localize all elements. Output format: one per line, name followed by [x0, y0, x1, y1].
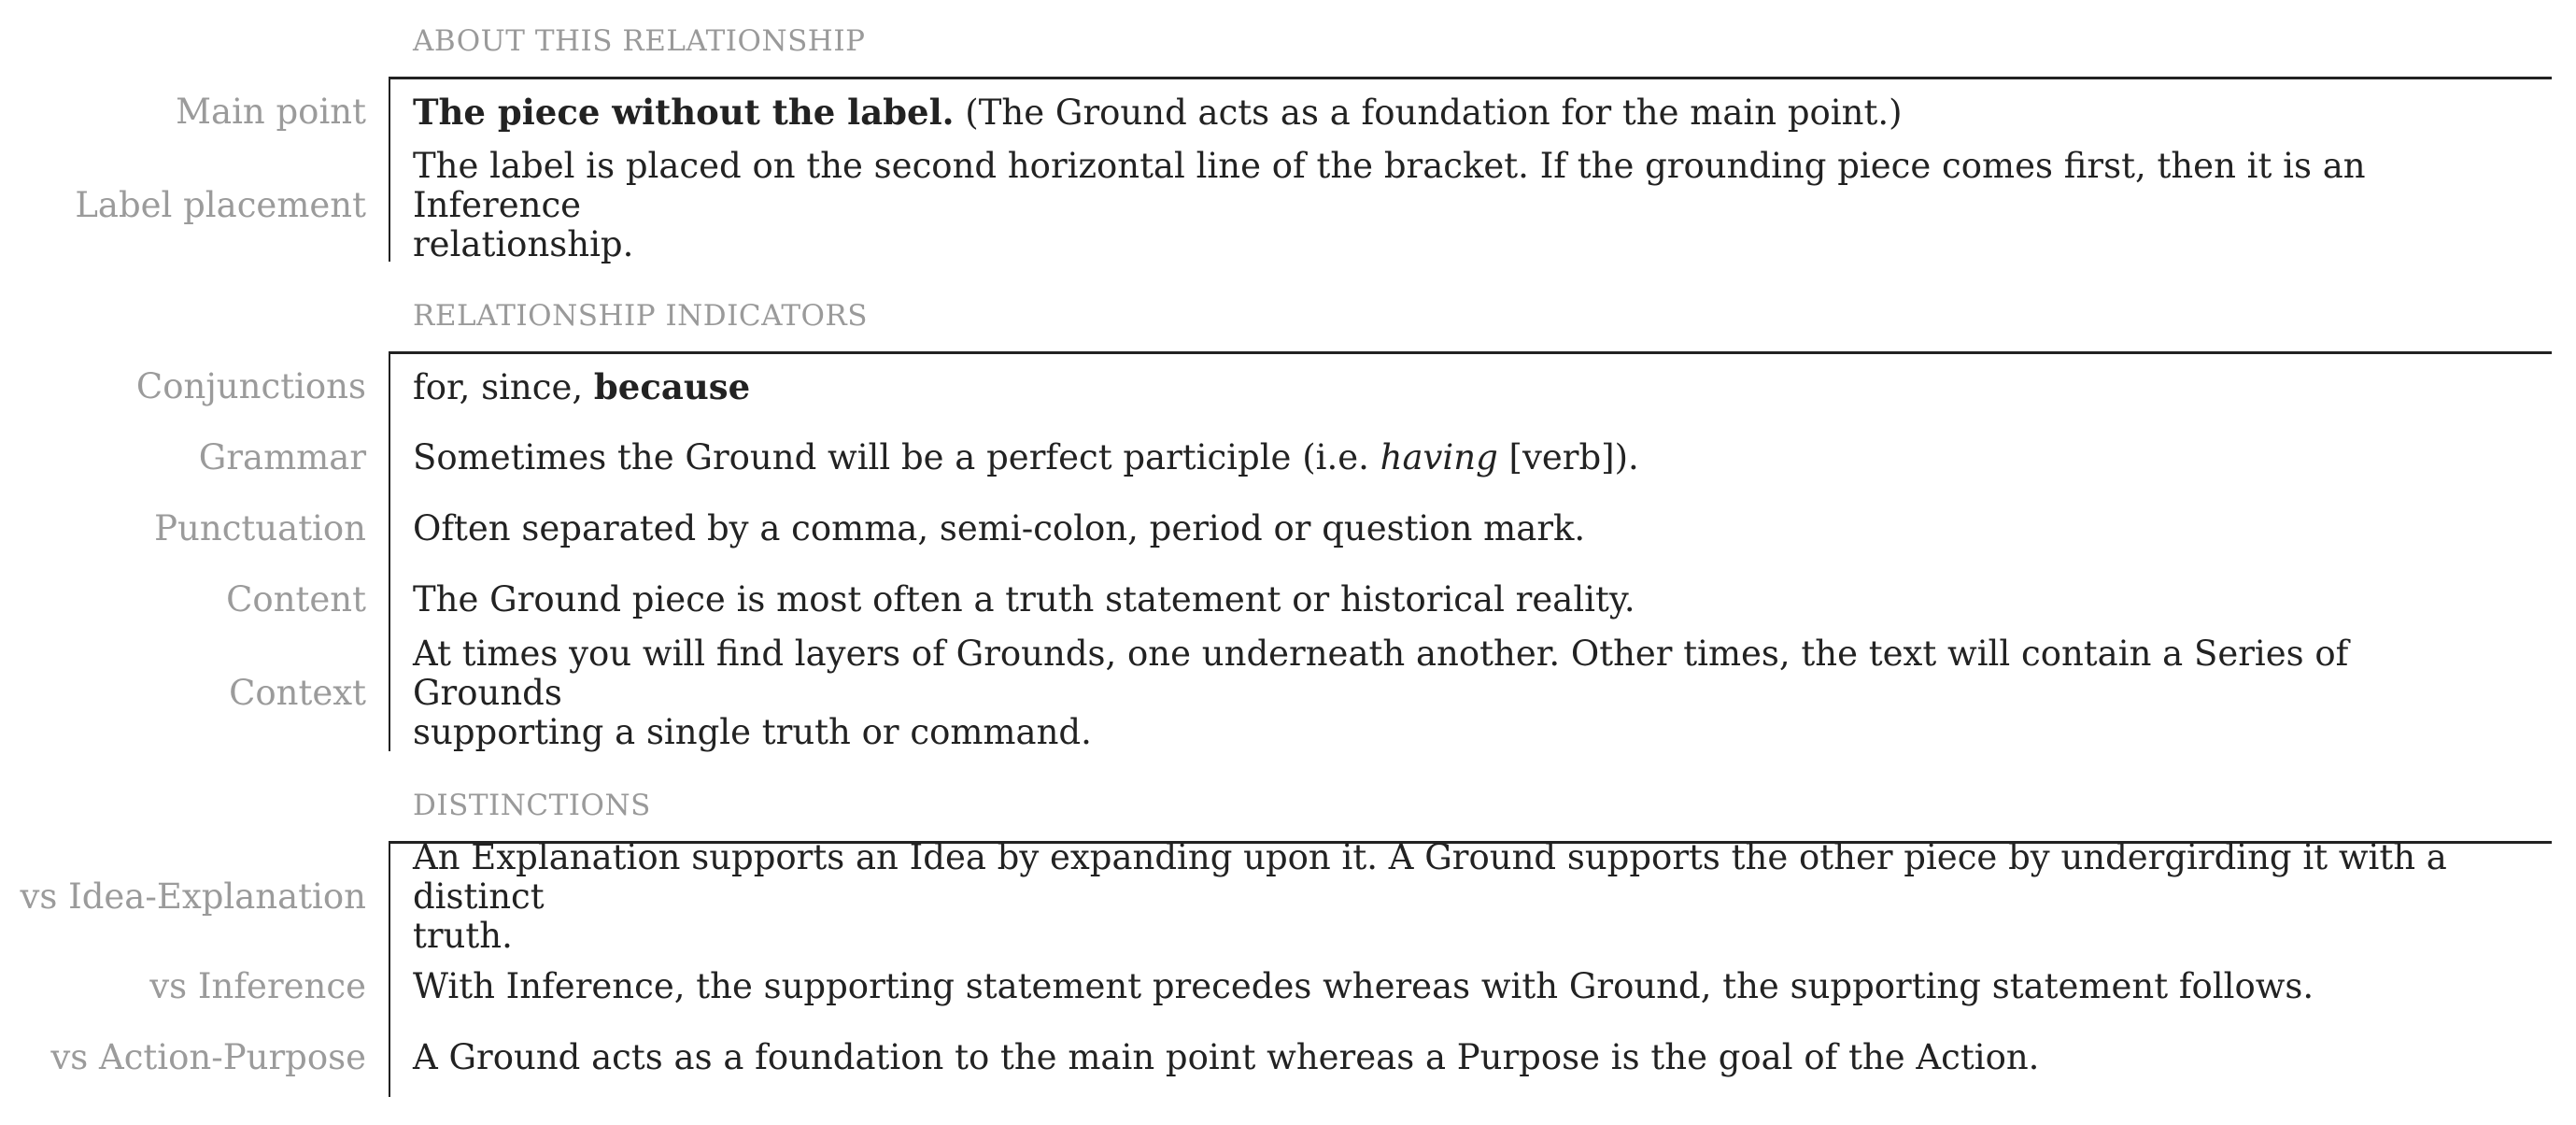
value-text: [verb]).: [1497, 437, 1639, 477]
section-distinctions: [0, 787, 2576, 1097]
row-vs-action-purpose: [0, 1037, 2496, 1078]
row-grammar: [0, 437, 2496, 478]
section-title: RELATIONSHIP INDICATORS: [413, 299, 868, 333]
section-about-relationship: [0, 22, 2576, 262]
row-label: vs Action-Purpose: [50, 1037, 366, 1077]
value-text: for, since,: [413, 366, 594, 407]
row-value: Often separated by a comma, semi-colon, period or question mark.: [413, 508, 1586, 548]
row-content: [0, 579, 2496, 620]
row-label: vs Idea-Explanation: [20, 876, 366, 917]
row-value: [413, 93, 2496, 133]
section-body: [0, 351, 2576, 751]
row-label: Punctuation: [154, 508, 366, 548]
row-label-placement: [0, 146, 2496, 264]
bold-text: The piece without the label.: [413, 91, 955, 133]
value-line: The label is placed on the second horizontal line of the bracket. If the grounding piece comes first, then it is an Inference: [413, 146, 2366, 225]
section-top-rule: [389, 351, 2552, 354]
row-value: [413, 147, 2496, 264]
section-title: DISTINCTIONS: [413, 789, 651, 822]
value-text: Sometimes the Ground will be a perfect participle (i.e.: [413, 437, 1380, 477]
value-line: relationship.: [413, 224, 634, 264]
section-body: [0, 77, 2576, 262]
row-value: The Ground piece is most often a truth statement or historical reality.: [413, 579, 1635, 619]
value-line: An Explanation supports an Idea by expanding upon it. A Ground supports the other piece by undergirding it with a distinct: [413, 837, 2447, 917]
row-vs-inference: [0, 966, 2496, 1007]
row-label: vs Inference: [149, 966, 366, 1006]
row-main-point: [0, 92, 2496, 133]
row-value: [413, 438, 2496, 477]
section-top-rule: [389, 77, 2552, 79]
row-label: Context: [229, 673, 366, 713]
bold-text: because: [593, 365, 751, 407]
row-label: Main point: [176, 92, 366, 132]
section-relationship-indicators: [0, 297, 2576, 751]
row-label: Conjunctions: [135, 366, 366, 406]
row-conjunctions: [0, 366, 2496, 407]
row-punctuation: [0, 508, 2496, 549]
row-value: [413, 367, 2496, 407]
row-value: With Inference, the supporting statement precedes whereas with Ground, the supporting statement follows.: [413, 966, 2314, 1006]
row-label: Content: [226, 579, 366, 619]
row-value: [413, 838, 2496, 956]
italic-text: having: [1380, 437, 1498, 477]
row-context: [0, 634, 2496, 752]
value-line: truth.: [413, 916, 513, 956]
row-value: A Ground acts as a foundation to the main point whereas a Purpose is the goal of the Action.: [413, 1037, 2040, 1077]
value-line: At times you will find layers of Grounds, one underneath another. Other times, the text will contain a Series of Grounds: [413, 634, 2349, 713]
row-vs-idea-explanation: [0, 837, 2496, 956]
row-label: Label placement: [75, 185, 366, 225]
value-text: (The Ground acts as a foundation for the main point.): [954, 92, 1903, 133]
section-title: ABOUT THIS RELATIONSHIP: [413, 24, 866, 58]
row-label: Grammar: [198, 437, 366, 477]
section-body: [0, 837, 2576, 1097]
row-value: [413, 634, 2496, 752]
value-line: supporting a single truth or command.: [413, 712, 1092, 752]
